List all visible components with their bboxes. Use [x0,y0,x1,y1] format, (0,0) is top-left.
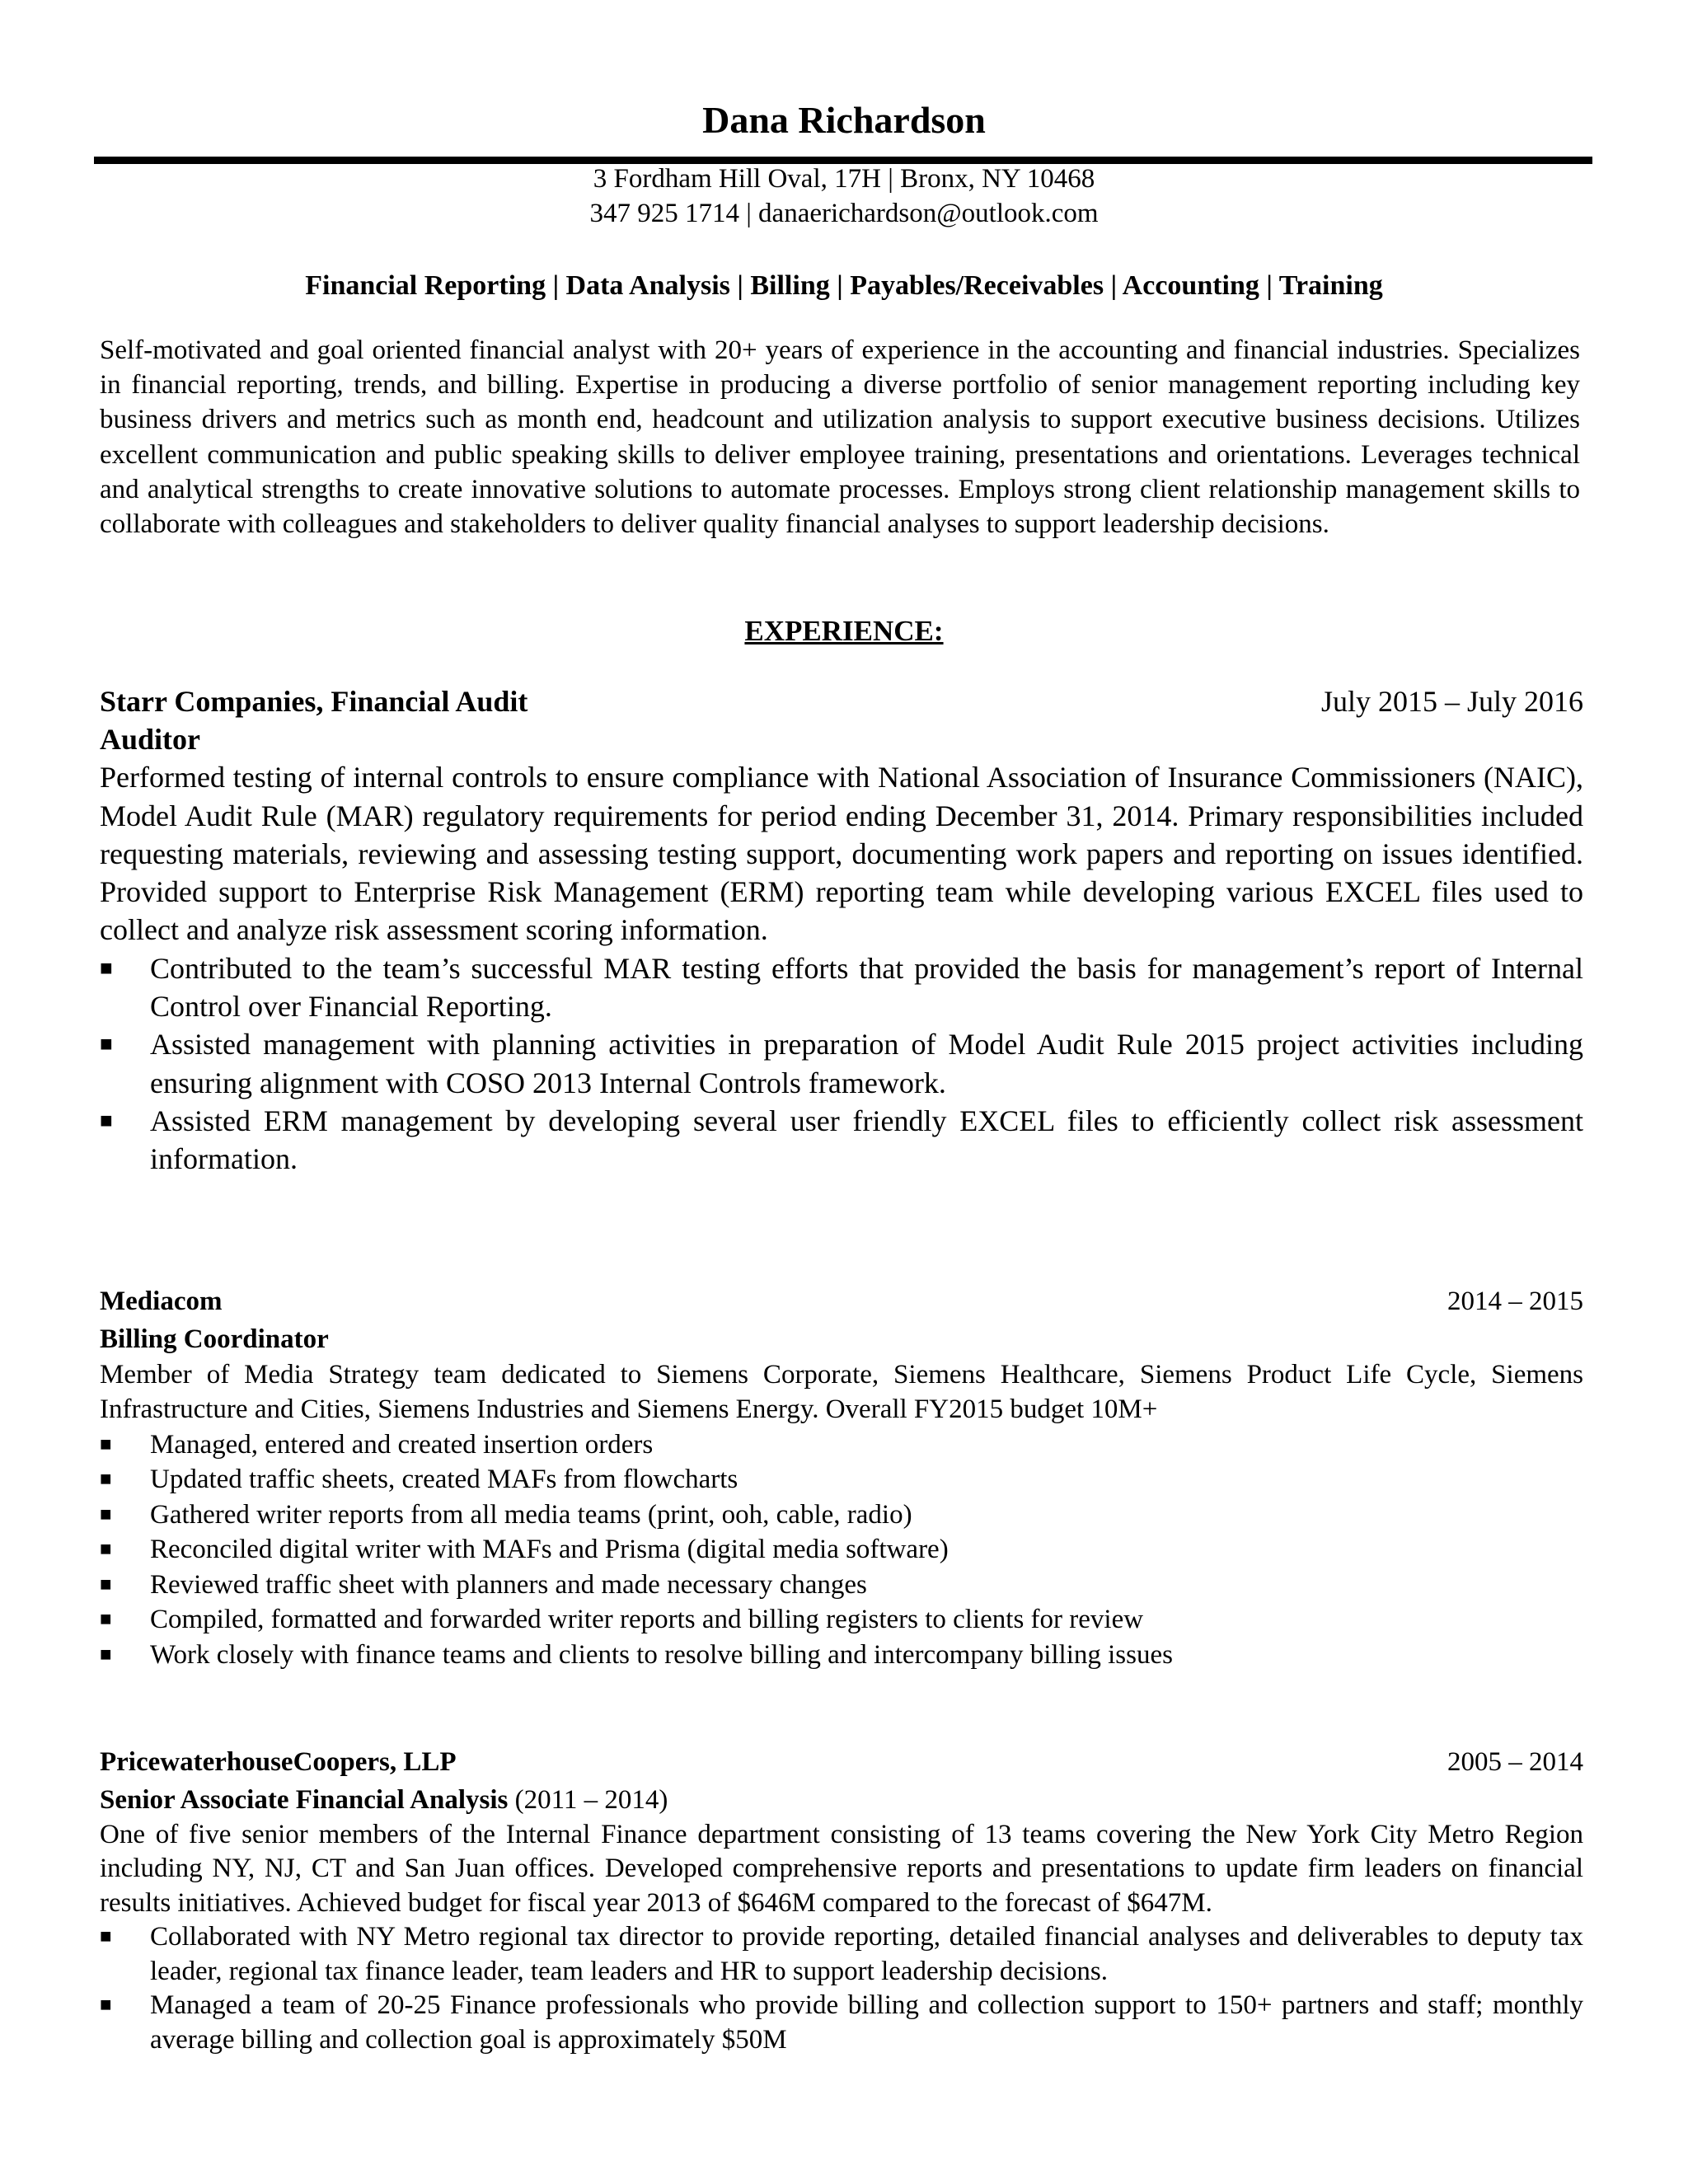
bullet-item [100,1025,1583,1102]
skills-line: Financial Reporting | Data Analysis | Billing | Payables/Receivables | Accounting | Training [305,270,1383,301]
bullet-text: Collaborated with NY Metro regional tax director to provide reporting, detailed financial analyses and deliverables to deputy tax leader, regional tax finance leader, team leaders and HR to support leadership decisions. [150,1922,1583,1986]
bullet-item [100,1427,1583,1463]
bullet-text: Managed a team of 20-25 Finance professionals who provide billing and collection support to 150+ partners and staff; monthly average billing and collection goal is approximately $50M [150,1990,1583,2055]
job-header [100,1284,1583,1322]
bullet-text: Work closely with finance teams and clients to resolve billing and intercompany billing issues [150,1639,1173,1670]
bullet-item [100,1638,1583,1673]
job-title: Auditor [100,723,201,756]
experience-heading: EXPERIENCE: [744,615,944,647]
job-dates: 2014 – 2015 [1447,1286,1583,1316]
bullet-text: Assisted ERM management by developing several user friendly EXCEL files to efficiently collect risk assessment information. [150,1104,1583,1176]
bullet-text: Reviewed traffic sheet with planners and made necessary changes [150,1569,867,1600]
bullet-item [100,1602,1583,1638]
bullet-item [100,1462,1583,1497]
job-header [100,682,1583,720]
square-bullet-icon: ■ [100,1503,112,1526]
bullet-text: Reconciled digital writer with MAFs and Prisma (digital media software) [150,1535,949,1564]
job-bullets [100,1427,1583,1673]
job-bullets [100,949,1583,1179]
company-name: PricewaterhouseCoopers, LLP [100,1747,457,1777]
square-bullet-icon: ■ [100,955,113,980]
square-bullet-icon: ■ [100,1469,112,1490]
job-title: Billing Coordinator [100,1324,329,1354]
address: 3 Fordham Hill Oval, 17H | Bronx, NY 10468 [593,164,1095,194]
job-description: Member of Media Strategy team dedicated to Siemens Corporate, Siemens Healthcare, Siemens Product Life Cycle, Siemens Infrastructure and Cities, Siemens Industries and Siemens Energy. Overall FY2015 budget 10M+ [100,1359,1583,1424]
square-bullet-icon: ■ [100,1609,112,1630]
job-entry-pwc [100,1746,1583,2057]
job-title-dates: (2011 – 2014) [508,1785,668,1815]
bullet-text: Assisted management with planning activities in preparation of Model Audit Rule 2015 project activities including ensuring alignment with COSO 2013 Internal Controls framework. [150,1028,1583,1099]
job-title: Senior Associate Financial Analysis [100,1785,509,1815]
bullet-item [100,1568,1583,1603]
job-entry-starr [100,682,1583,1179]
job-title-line [100,1783,1583,1818]
bullet-item [100,1497,1583,1533]
square-bullet-icon: ■ [100,1573,112,1596]
job-entry-mediacom [100,1284,1583,1672]
bullet-text: Compiled, formatted and forwarded writer reports and billing registers to clients for review [150,1605,1144,1634]
job-title-line [100,1322,1583,1357]
company-name: Mediacom [100,1286,223,1316]
square-bullet-icon: ■ [100,1108,113,1132]
company-name: Starr Companies, Financial Audit [100,685,528,718]
job-header [100,1746,1583,1783]
square-bullet-icon: ■ [100,1643,112,1666]
summary-paragraph: Self-motivated and goal oriented financial analyst with 20+ years of experience in the accounting and financial industries. Specializes in financial reporting, trends, and billing. Expertise in producing a diverse portfolio of senior management reporting including key business drivers and metrics such as month end, headcount and utilization analysis to support executive business decisions. Utilizes excellent communication and public speaking skills to deliver employee training, presentations and orientations. Leverages technical and analytical strengths to create innovative solutions to automate processes. Employs strong client relationship management skills to collaborate with colleagues and stakeholders to deliver quality financial analyses to support leadership decisions. [100,335,1580,540]
job-dates: July 2015 – July 2016 [1320,685,1583,718]
job-title-line [100,720,1583,758]
candidate-name: Dana Richardson [702,99,986,141]
square-bullet-icon: ■ [100,1433,112,1455]
phone-email: 347 925 1714 | danaerichardson@outlook.com [589,199,1099,228]
job-dates: 2005 – 2014 [1447,1747,1583,1777]
bullet-item [100,949,1583,1026]
bullet-text: Updated traffic sheets, created MAFs from flowcharts [150,1465,738,1494]
bullet-item [100,1920,1583,1989]
bullet-text: Contributed to the team’s successful MAR testing efforts that provided the basis for management’s report of Internal Control over Financial Reporting. [150,951,1583,1024]
job-description: Performed testing of internal controls to ensure compliance with National Association of Insurance Commissioners (NAIC), Model Audit Rule (MAR) regulatory requirements for period ending December 31, 2014. Primary responsibilities included requesting materials, reviewing and assessing testing support, documenting work papers and reporting on issues identified. Provided support to Enterprise Risk Management (ERM) reporting team while developing various EXCEL files used to collect and analyze risk assessment scoring information. [100,761,1583,947]
square-bullet-icon: ■ [100,1926,112,1947]
job-bullets [100,1920,1583,2057]
bullet-text: Managed, entered and created insertion orders [150,1429,654,1460]
bullet-item [100,1102,1583,1179]
job-description: One of five senior members of the Internal Finance department consisting of 13 teams covering the New York City Metro Region including NY, NJ, CT and San Juan offices. Developed comprehensive reports and presentations to update firm leaders on financial results initiatives. Achieved budget for fiscal year 2013 of $646M compared to the forecast of $647M. [100,1819,1583,1918]
square-bullet-icon: ■ [100,1539,112,1560]
bullet-item [100,1989,1583,2057]
bullet-text: Gathered writer reports from all media teams (print, ooh, cable, radio) [150,1499,912,1530]
bullet-item [100,1532,1583,1568]
square-bullet-icon: ■ [100,1994,112,2016]
square-bullet-icon: ■ [100,1032,113,1057]
